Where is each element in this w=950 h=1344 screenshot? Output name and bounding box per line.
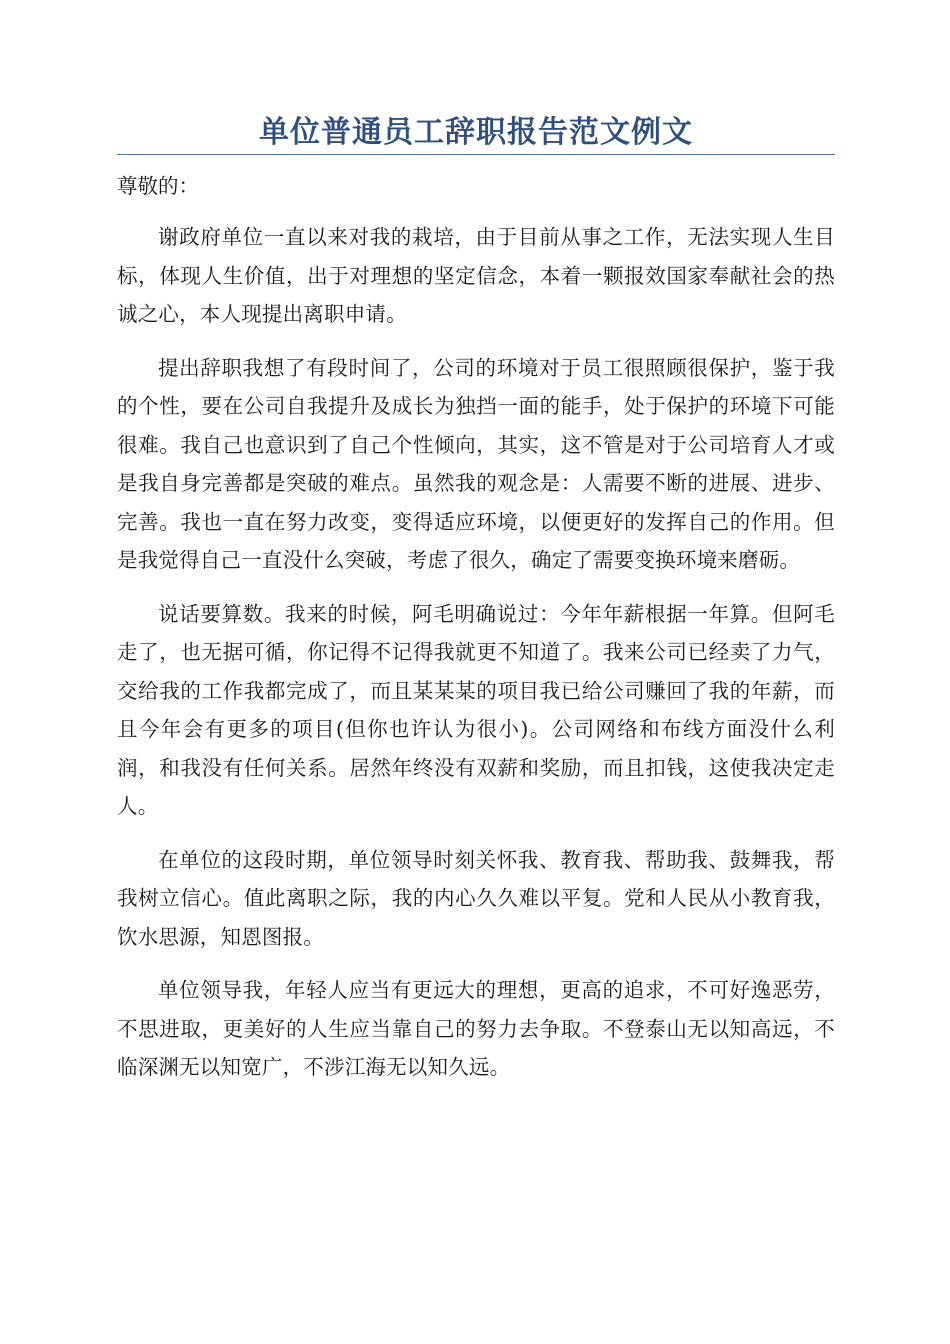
paragraph-4: 在单位的这段时期，单位领导时刻关怀我、教育我、帮助我、鼓舞我，帮我树立信心。值此离职之际，我的内心久久难以平复。党和人民从小教育我，饮水思源，知恩图报。 [117,847,835,949]
document-title: 单位普通员工辞职报告范文例文 [259,115,693,150]
paragraph-2: 提出辞职我想了有段时间了，公司的环境对于员工很照顾很保护，鉴于我的个性，要在公司自我提升及成长为独挡一面的能手，处于保护的环境下可能很难。我自己也意识到了自己个性倾向，其实，这不管是对于公司培育人才或是我自身完善都是突破的难点。虽然我的观念是：人需要不断的进展、进步、完善。我也一直在努力改变，变得适应环境，以便更好的发挥自己的作用。但是我觉得自己一直没什么突破，考虑了很久，确定了需要变换环境来磨砺。 [117,355,835,572]
paragraph-3: 说话要算数。我来的时候，阿毛明确说过：今年年薪根据一年算。但阿毛走了，也无据可循，你记得不记得我就更不知道了。我来公司已经卖了力气，交给我的工作我都完成了，而且某某某的项目我已给公司赚回了我的年薪，而且今年会有更多的项目(但你也许认为很小)。公司网络和布线方面没什么利润，和我没有任何关系。居然年终没有双薪和奖励，而且扣钱，这使我决定走人。 [117,601,835,818]
salutation: 尊敬的： [117,174,199,198]
title-underline [117,154,835,155]
document-page [117,112,835,1102]
paragraph-1: 谢政府单位一直以来对我的栽培，由于目前从事之工作，无法实现人生目标，体现人生价值，出于对理想的坚定信念，本着一颗报效国家奉献社会的热诚之心，本人现提出离职申请。 [117,225,835,326]
paragraph-5: 单位领导我，年轻人应当有更远大的理想，更高的追求，不可好逸恶劳，不思进取，更美好的人生应当靠自己的努力去争取。不登泰山无以知高远，不临深渊无以知宽广，不涉江海无以知久远。 [117,978,835,1079]
